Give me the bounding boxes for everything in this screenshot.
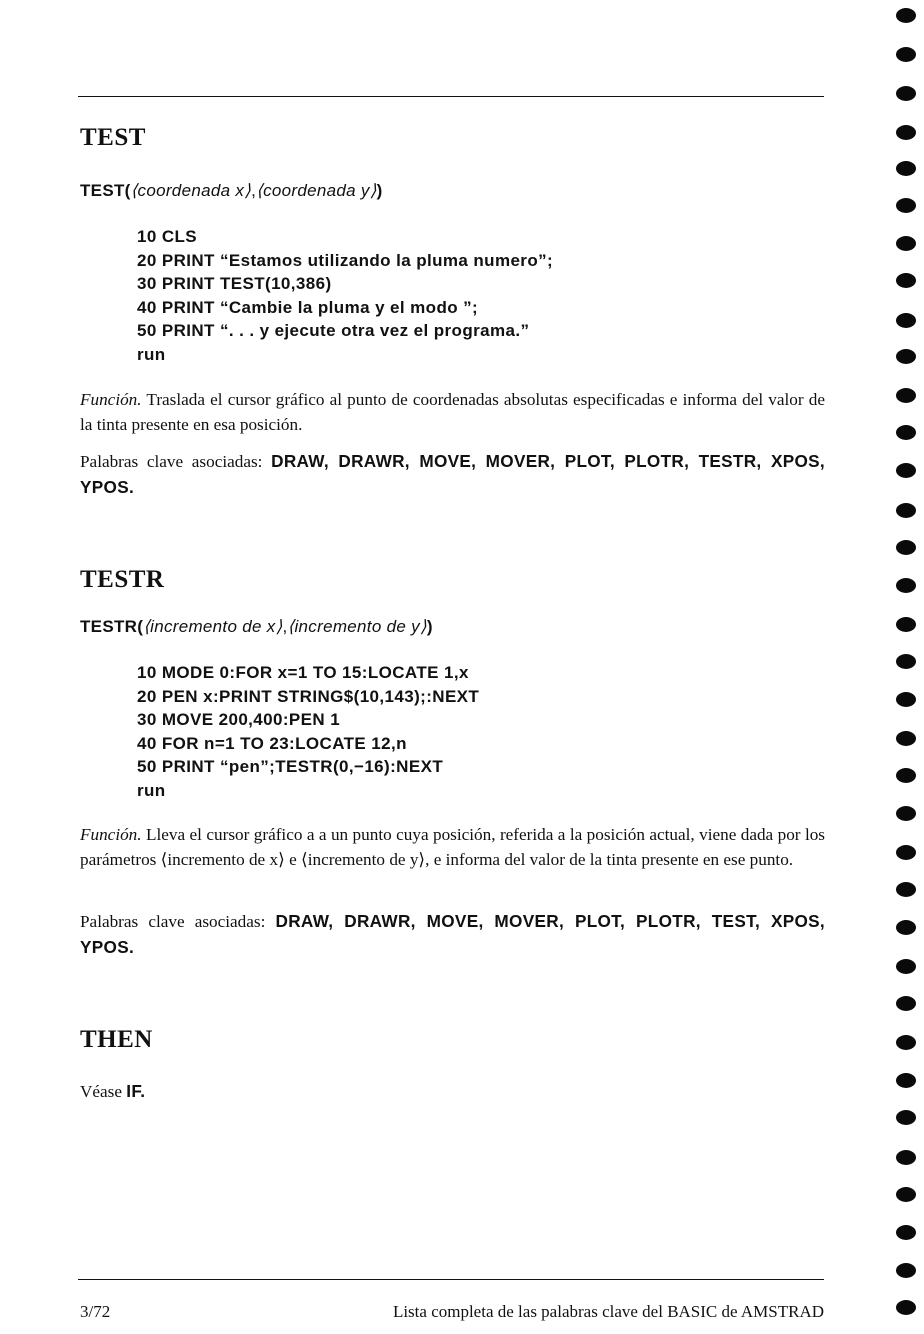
feed-hole-icon (896, 692, 916, 707)
top-rule (78, 96, 824, 97)
feed-hole-icon (896, 578, 916, 593)
feed-hole-icon (896, 731, 916, 746)
associated-keywords-test: Palabras clave asociadas: DRAW, DRAWR, MOVE, MOVER, PLOT, PLOTR, TESTR, XPOS, YPOS. (80, 451, 825, 497)
code-line: 30 MOVE 200,400:PEN 1 (137, 710, 341, 730)
feed-hole-icon (896, 503, 916, 518)
associated-keywords-testr: Palabras clave asociadas: DRAW, DRAWR, MOVE, MOVER, PLOT, PLOTR, TEST, XPOS, YPOS. (80, 911, 825, 957)
feed-hole-icon (896, 236, 916, 251)
section-title-test: TEST (80, 124, 146, 151)
feed-hole-icon (896, 86, 916, 101)
code-line: 10 CLS (137, 227, 198, 246)
feed-hole-icon (896, 198, 916, 213)
code-line: 50 PRINT “pen”;TESTR(0,−16):NEXT (137, 757, 444, 777)
code-line: 30 PRINT TEST(10,386) (137, 274, 332, 294)
feed-hole-icon (896, 768, 916, 783)
feed-hole-icon (896, 654, 916, 669)
feed-hole-icon (896, 540, 916, 555)
feed-hole-icon (896, 161, 916, 176)
code-listing-testr (137, 661, 479, 803)
feed-hole-icon (896, 1263, 916, 1278)
section-title-testr: TESTR (80, 566, 165, 593)
feed-hole-icon (896, 388, 916, 403)
feed-hole-icon (896, 463, 916, 478)
function-description-test: Función. Traslada el cursor gráfico al punto de coordenadas absolutas especificadas e informa del valor de la tinta presente en esa posición. (80, 390, 825, 434)
see-reference-then: Véase IF. (80, 1081, 146, 1101)
running-title: Lista completa de las palabras clave del BASIC de AMSTRAD (392, 1302, 824, 1321)
code-line: 20 PEN x:PRINT STRING$(10,143);:NEXT (137, 686, 480, 706)
syntax-test: TEST(⟨coordenada x⟩,⟨coordenada y⟩) (80, 181, 383, 200)
feed-hole-icon (896, 1150, 916, 1165)
function-description-testr: Función. Lleva el cursor gráfico a a un punto cuya posición, referida a la posición actual, viene dada por los parámetros ⟨incremento de x⟩ e ⟨incremento de y⟩, e informa del valor de la tinta presente en ese punto. (80, 825, 825, 869)
feed-hole-icon (896, 8, 916, 23)
feed-hole-icon (896, 313, 916, 328)
feed-hole-icon (896, 959, 916, 974)
feed-hole-icon (896, 806, 916, 821)
feed-hole-icon (896, 273, 916, 288)
feed-hole-icon (896, 996, 916, 1011)
feed-hole-icon (896, 425, 916, 440)
feed-hole-icon (896, 1300, 916, 1315)
feed-hole-icon (896, 845, 916, 860)
feed-hole-icon (896, 1073, 916, 1088)
code-line: run (137, 780, 166, 800)
feed-hole-icon (896, 882, 916, 897)
code-line: 40 PRINT “Cambie la pluma y el modo ”; (137, 297, 479, 317)
code-line: run (137, 344, 166, 364)
syntax-testr: TESTR(⟨incremento de x⟩,⟨incremento de y⟩) (80, 617, 433, 636)
tractor-feed-holes (896, 0, 924, 1334)
page-number: 3/72 (80, 1302, 111, 1321)
code-listing-test (137, 225, 553, 367)
feed-hole-icon (896, 1035, 916, 1050)
bottom-rule (78, 1279, 824, 1280)
feed-hole-icon (896, 1187, 916, 1202)
feed-hole-icon (896, 1225, 916, 1240)
code-line: 20 PRINT “Estamos utilizando la pluma numero”; (137, 250, 554, 270)
feed-hole-icon (896, 47, 916, 62)
feed-hole-icon (896, 617, 916, 632)
code-line: 40 FOR n=1 TO 23:LOCATE 12,n (137, 733, 407, 753)
feed-hole-icon (896, 349, 916, 364)
feed-hole-icon (896, 920, 916, 935)
section-title-then: THEN (80, 1026, 153, 1053)
feed-hole-icon (896, 1110, 916, 1125)
code-line: 10 MODE 0:FOR x=1 TO 15:LOCATE 1,x (137, 663, 469, 682)
code-line: 50 PRINT “. . . y ejecute otra vez el programa.” (137, 321, 530, 341)
feed-hole-icon (896, 125, 916, 140)
